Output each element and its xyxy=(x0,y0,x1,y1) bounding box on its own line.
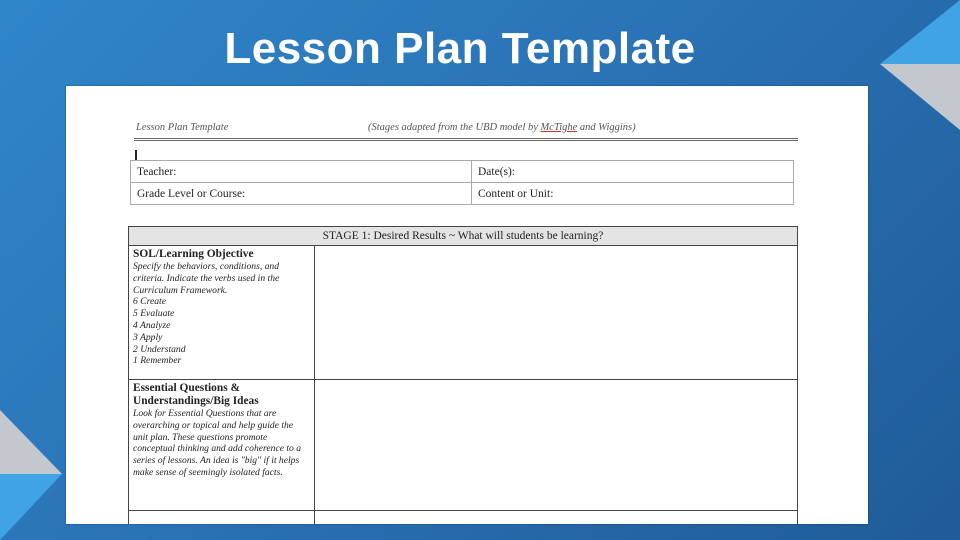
lesson-info-table xyxy=(130,160,794,205)
objective-description: Specify the behaviors, conditions, and criteria. Indicate the verbs used in the Curriculum Framework. xyxy=(133,261,280,296)
empty-entry-cell xyxy=(315,511,797,524)
level-item: 1 Remember xyxy=(133,355,182,367)
essential-questions-description: Look for Essential Questions that are overarching or topical and help guide the unit plan. These questions promote conceptual thinking and add coherence to a series of lessons. An idea is "big" if it helps make sense of seemingly isolated facts. xyxy=(133,408,302,478)
document-image xyxy=(66,86,868,524)
table-row xyxy=(129,246,797,380)
stage1-table xyxy=(128,226,798,524)
level-item: 6 Create xyxy=(133,296,166,308)
level-item: 3 Apply xyxy=(133,331,163,343)
table-row xyxy=(129,511,797,524)
objective-entry-cell xyxy=(315,246,797,379)
empty-cell xyxy=(129,511,315,524)
teacher-field: Teacher: xyxy=(131,161,472,183)
level-item: 4 Analyze xyxy=(133,319,171,331)
document-header xyxy=(134,120,798,141)
document-header-title: Lesson Plan Template xyxy=(136,122,229,133)
document-header-attribution: (Stages adapted from the UBD model by McTighe and Wiggins) xyxy=(368,122,636,133)
essential-questions-entry-cell xyxy=(315,380,797,510)
objective-label: SOL/Learning Objective xyxy=(133,248,254,260)
content-field: Content or Unit: xyxy=(472,183,794,205)
level-item: 5 Evaluate xyxy=(133,308,175,320)
essential-questions-cell xyxy=(129,380,315,510)
level-item: 2 Understand xyxy=(133,343,186,355)
stage1-heading: STAGE 1: Desired Results ~ What will students be learning? xyxy=(129,227,797,246)
slide-title: Lesson Plan Template xyxy=(224,24,696,73)
corner-decoration-bottom-left xyxy=(0,410,70,540)
essential-questions-label: Essential Questions & Understandings/Big Ideas xyxy=(133,382,259,407)
grade-field: Grade Level or Course: xyxy=(131,183,472,205)
objective-cell xyxy=(129,246,315,379)
table-row xyxy=(129,380,797,511)
dates-field: Date(s): xyxy=(472,161,794,183)
